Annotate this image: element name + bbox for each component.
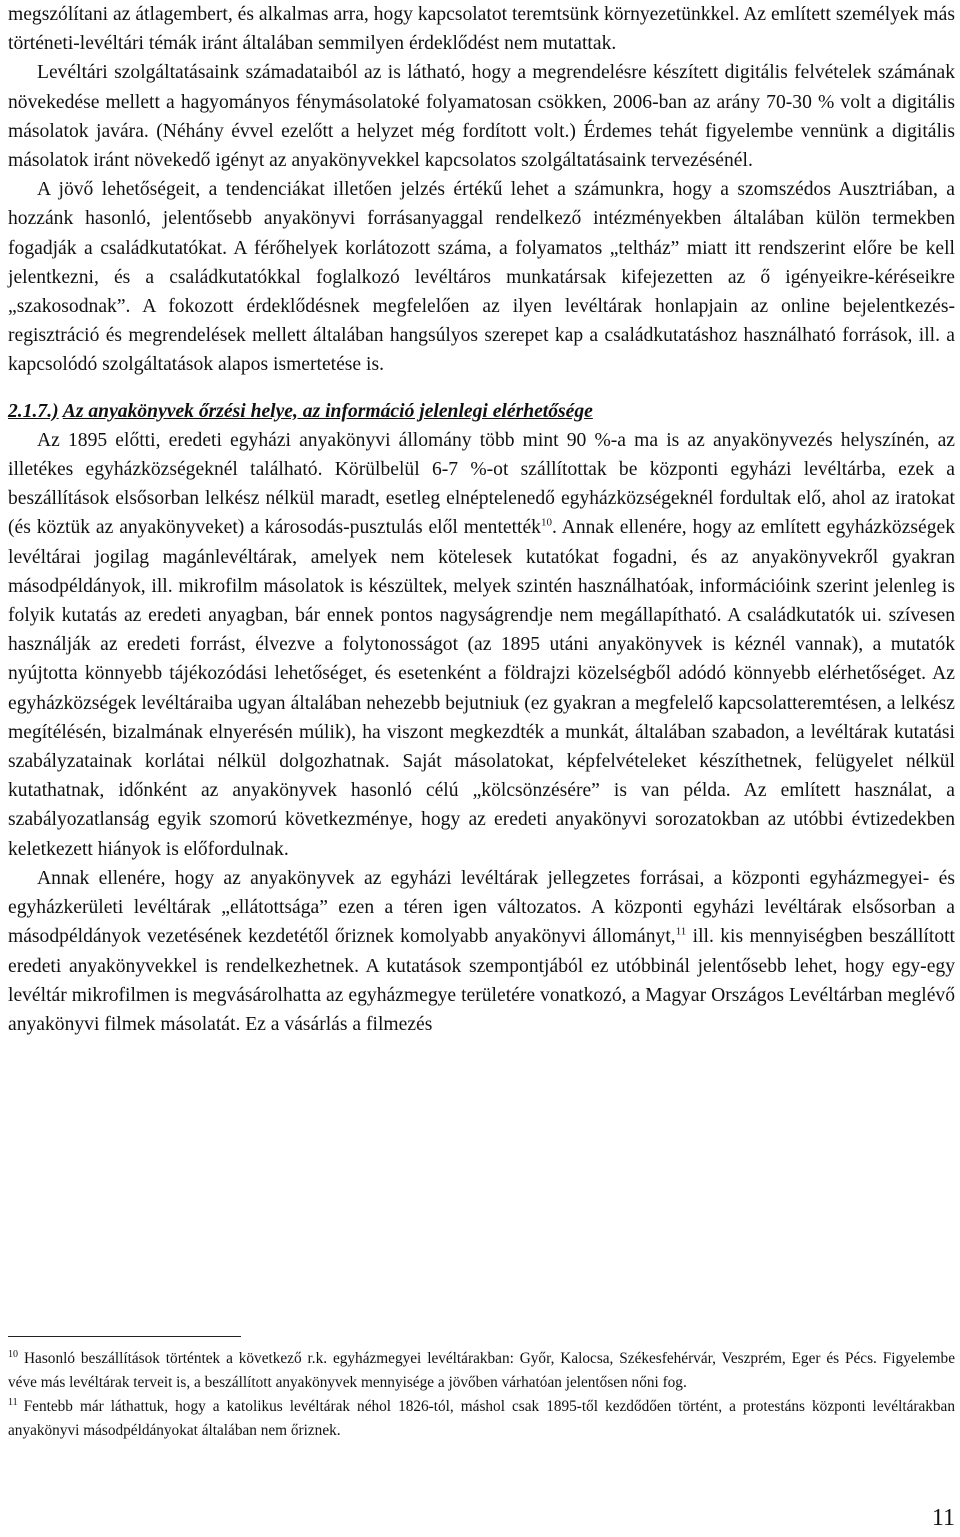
paragraph-4-text-a: Az 1895 előtti, eredeti egyházi anyakönyvi állomány több mint 90 %-a ma is az anyakönyvezés helyszínén, az illetékes egyházközségeknél található. Körülbelül 6-7 %-ot szállítottak be központi egyházi levéltárba, ezek a beszállítások elsősorban lelkész nélkül maradt, esetleg elnéptelenedő egyházközségeknél fordultak elő, ahol az iratokat (és köztük az anyakönyveket) a károsodás-pusztulás elől mentették bbox=[8, 429, 955, 539]
paragraph-1: megszólítani az átlagembert, és alkalmas arra, hogy kapcsolatot teremtsünk környezetünkkel. Az említett személyek más történeti-levéltári témák iránt általában semmilyen érdeklődést nem mutattak. bbox=[8, 4, 955, 55]
footnotes bbox=[8, 1347, 955, 1443]
section-heading bbox=[8, 397, 955, 426]
page-number: 11 bbox=[931, 1505, 955, 1531]
section-title: Az anyakönyvek őrzési helye, az információ jelenlegi elérhetősége bbox=[62, 400, 593, 422]
footnote-number: 11 bbox=[8, 1396, 18, 1408]
footnote-text: Fentebb már láthattuk, hogy a katolikus levéltárak néhol 1826-tól, máshol csak 1895-től kezdődően történt, a protestáns központi levéltárakban anyakönyvi másodpéldányokat általában nem őriznek. bbox=[8, 1398, 955, 1439]
footnote-11 bbox=[8, 1395, 955, 1443]
paragraph-5-text-a: Annak ellenére, hogy az anyakönyvek az egyházi levéltárak jellegzetes forrásai, a központi egyházmegyei- és egyházkerületi levéltárak „ellátottsága” ezen a téren igen változatos. A központi egyházi levéltárak elsősorban a másodpéldányok vezetésének kezdetétől őriznek komolyabb anyakönyvi állományt, bbox=[8, 867, 955, 948]
paragraph-2: Levéltári szolgáltatásaink számadataiból az is látható, hogy a megrendelésre készített digitális felvételek számának növekedése mellett a hagyományos fénymásolatoké folyamatosan csökken, 2006-ban az arány 70-30 % volt a digitális másolatok javára. (Néhány évvel ezelőtt a helyzet még fordított volt.) Érdemes tehát figyelembe vennünk a digitális másolatok iránt növekedő igényt az anyakönyvekkel kapcsolatos szolgáltatásaink tervezésénél. bbox=[8, 62, 955, 172]
paragraph-5-text-b: ill. kis mennyiségben beszállított eredeti anyakönyvekkel is rendelkezhetnek. A kutatások szempontjából ez utóbbinál jelentősebb lehet, hogy egy-egy levéltár mikrofilmen is megvásárolhatta az egyházmegye területére vonatkozó, a Magyar Országos Levéltárban meglévő anyakönyvi filmek másolatát. Ez a vásárlás a filmezés bbox=[8, 926, 956, 1035]
footnote-ref-10[interactable]: 10 bbox=[540, 516, 552, 529]
paragraph-4-text-b: . Annak ellenére, hogy az említett egyházközségek levéltárai jogilag magánlevéltárak, amelyek nem kötelesek kutatókat fogadni, és az anyakönyvekről gyakran másodpéldányok, ill. mikrofilm másolatok is készültek, melyek szintén használhatóak, információink szerint jelenleg is folyik kutatás az eredeti anyagban, bár ennek pontos nagyságrendje nem megállapítható. A családkutatók ui. szívesen használják az eredeti forrást, élvezve a folytonosságot (az 1895 utáni anyakönyvek is kéznél vannak), a mutatók nyújtotta könnyebb tájékozódási lehetőséget, és esetenként a földrajzi közelségből adódó könnyebb elérhetőséget. Az egyházközségek levéltáraiba ugyan általában nehezebb bejutniuk (ez gyakran a megfelelő kapcsolatteremtésen, a lelkész megítélésén, bizalmának elnyerésén múlik), ha viszont megkezdték a munkát, általában szabadon, a levéltárak kutatási szabályzatainak korlátai nélkül dolgozhatnak. Saját másolatokat, képfelvételeket készíthetnek, felügyelet nélkül kutathatnak, időnként az anyakönyvek hasonló célú „kölcsönzésére” is van példa. Az említett használat, a szabályozatlanság egyik szomorú következménye, hogy az eredeti anyakönyvi sorozatokban az utóbbi évtizedekben keletkezett hiányok is előfordulnak. bbox=[8, 517, 956, 860]
document-page bbox=[8, 0, 955, 1039]
section-number: 2.1.7.) bbox=[8, 400, 59, 422]
footnote-text: Hasonló beszállítások történtek a következő r.k. egyházmegyei levéltárakban: Győr, Kalocsa, Székesfehérvár, Veszprém, Eger és Pécs. Figyelembe véve más levéltárak terveit is, a beszállított anyakönyvek mennyisége a jövőben várhatóan jelentősen nőni fog. bbox=[8, 1350, 955, 1391]
footnote-separator bbox=[8, 1336, 241, 1337]
paragraph-4 bbox=[8, 426, 955, 864]
footnote-number: 10 bbox=[8, 1348, 18, 1360]
paragraph-5 bbox=[8, 864, 955, 1039]
paragraph-3: A jövő lehetőségeit, a tendenciákat illetően jelzés értékű lehet a számunkra, hogy a szomszédos Ausztriában, a hozzánk hasonló, jelentősebb anyakönyvi forrásanyaggal rendelkező intézményekben általában külön termekben fogadják a családkutatókat. A férőhelyek korlátozott száma, a folyamatos „teltház” miatt itt rendszerint előre be kell jelentkezni, és a családkutatókkal foglalkozó levéltáros munkatársak kifejezetten az ő igényeikre-kéréseikre „szakosodnak”. A fokozott érdeklődésnek megfelelően az ilyen levéltárak honlapjain az online bejelentkezés-regisztráció és megrendelések mellett általában hangsúlyos szerepet kap a családkutatáshoz használható források, ill. a kapcsolódó szolgáltatások alapos ismertetése is. bbox=[8, 179, 955, 376]
footnote-10 bbox=[8, 1347, 955, 1395]
footnote-ref-11[interactable]: 11 bbox=[675, 925, 687, 938]
